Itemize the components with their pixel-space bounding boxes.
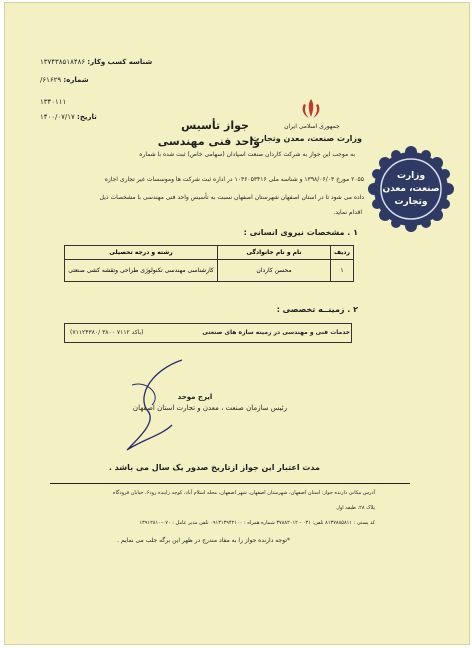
intro-line-2: ۲۰۵۵ مورخ ۱۳۹۸/۰۶/۰۳ و شناسه ملی ۱۰۳۶۰۵۳۴۱۶ در اداره ثبت شرکت ها وموسسات غیر تجاری اجازه <box>104 176 364 183</box>
staff-table-header <box>65 246 354 260</box>
col-name-header: نام و نام خانوادگی <box>218 246 331 260</box>
staff-table <box>64 245 354 282</box>
title-line2: واحد فنی مهندسی <box>157 135 260 148</box>
col-field-header: رشته و درجه تحصیلی <box>65 246 218 260</box>
ministry-name: وزارت صنعت، معدن وتجارت <box>251 134 362 143</box>
intro-line-4: اقدام نماید. <box>333 209 362 216</box>
date <box>40 113 160 121</box>
section2-title: ۲ . زمینــه تخصصی : <box>276 305 358 314</box>
number <box>40 76 160 84</box>
intro-line-3: داده می شود تا در استان اصفهان شهرستان اصفهان نسبت به تأسیس واحد فنی مهندسی با مشخصات ذیل <box>99 194 364 201</box>
seal-text-1: وزارت <box>396 171 426 181</box>
row-field: کارشناسی مهندسی تکنولوژی طراحی وتقشه کشی صنعتی <box>65 260 218 282</box>
address-line-2: پلاک ۲۸، طبقه اول <box>336 505 375 511</box>
signer-name: ایرج موحد <box>177 393 213 401</box>
number-second: ۱۳۴۰۱۱۱ <box>40 98 67 106</box>
row-number: ۱ <box>331 260 354 282</box>
validity-text: مدت اعتبار این جواز ازتاریخ صدور یک سال می باشد . <box>108 463 320 472</box>
row-name: محسن کاردان <box>218 260 331 282</box>
title-line1: جواز تأسیس <box>181 119 249 132</box>
seal-text-2: صنعت، معدن <box>382 184 440 194</box>
footer-divider <box>50 483 410 484</box>
seal-text-3: وتجارت <box>394 197 428 207</box>
business-id-value: ۱۳۷۴۳۸۵۱۸۴۸۶ <box>40 58 86 66</box>
signer-role: رئیس سازمان صنعت ، معدن و تجارت استان اصفهان <box>132 404 288 412</box>
postal-line: کد پستی : ۸۱۳۷۸۸۵۸۱۱ تلفن: ۰۳۱ - ۳۷۸۸۲۰۱۲ شماره همراه : ۰۹۱۳۱۳۹۴۲۱۰۰ تلفن مدیر عامل : ۰۷۰-۱۳۹۱۲۸۱۰ <box>139 520 375 526</box>
business-id-label: شناسه کسب وکار: <box>87 58 153 66</box>
specialty-code: (باکد ۷۱۱۲ ۳۸۰۰ /۷۱۱۲۴۳۸۰) <box>70 329 144 336</box>
date-label: تاریخ: <box>77 113 97 121</box>
address-line-1: آدرس مکانی دارنده جواز: استان اصفهان، شهرستان اصفهان، شهر اصفهان، محله اسلام آباد، کوچه زاینده رود۶، خیابان فرودگاه <box>112 490 375 496</box>
specialty-text: خدمات فنی و مهندسی در زمینه سازه های صنعتی <box>202 329 350 336</box>
business-id <box>40 58 160 66</box>
footer-note: *توجه دارنده جواز را به مفاد مندرج در ظهر این برگه جلب می نمایم . <box>117 537 290 544</box>
emblem-caption: جمهوری اسلامی ایران <box>284 123 340 130</box>
intro-line-1: به موجب این جواز به شرکت کاردان صنعت اسپادان (سهامی خاص) ثبت شده با شماره <box>139 151 355 158</box>
table-row <box>65 260 354 282</box>
col-row-header: ردیف <box>331 246 354 260</box>
number-label: شماره: <box>63 76 89 84</box>
iran-emblem-icon <box>298 96 324 122</box>
section1-title: ۱ . مشخصات نیروی انسانی : <box>243 228 358 237</box>
date-value: ۱۴۰۰/۰۷/۱۷ <box>40 113 75 121</box>
number-value: ۶۱۶۲۹/ <box>40 76 62 84</box>
